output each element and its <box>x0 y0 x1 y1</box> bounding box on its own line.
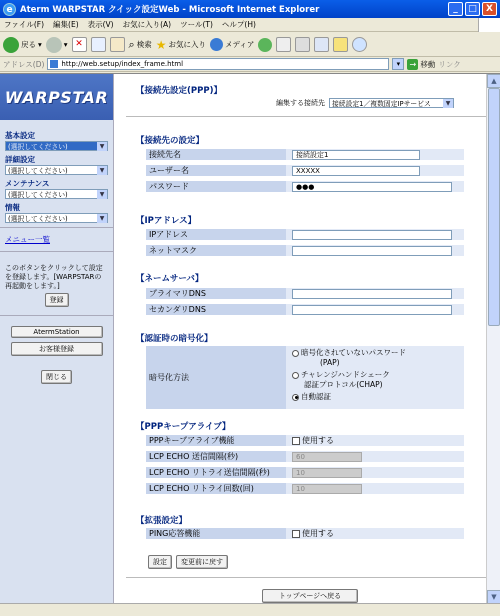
revert-button[interactable]: 変更前に戻す <box>176 555 228 569</box>
nav-info <box>0 200 113 224</box>
history-icon[interactable] <box>258 38 272 52</box>
ip-section-title: 【IPアドレス】 <box>136 216 197 226</box>
divider <box>126 116 486 117</box>
auth-option-pap-sub: (PAP) <box>320 358 340 367</box>
divider <box>0 251 113 252</box>
title-bar <box>0 0 500 18</box>
netmask-row <box>146 245 464 257</box>
minimize-button[interactable]: _ <box>448 2 463 16</box>
close-button[interactable]: X <box>482 2 497 16</box>
menu-favorites[interactable]: お気に入り(A) <box>122 20 172 29</box>
keepalive-section-title: 【PPPキープアライブ】 <box>136 422 231 432</box>
username-row <box>146 165 464 177</box>
auth-method-row <box>146 346 464 410</box>
ip-address-input[interactable] <box>292 230 452 240</box>
nav-detail-label: 詳細設定 <box>5 155 35 164</box>
nav-basic-label: 基本設定 <box>5 131 35 140</box>
menu-tools[interactable]: ツール(T) <box>180 20 213 29</box>
nav-basic-select[interactable]: (選択してください) ▼ <box>5 141 108 151</box>
ping-checkbox[interactable] <box>292 530 300 538</box>
chevron-down-icon: ▼ <box>97 142 107 151</box>
lcp-interval-row <box>146 451 464 463</box>
conn-name-label: 接続先名 <box>146 149 286 161</box>
scroll-down-icon[interactable]: ▼ <box>487 590 500 604</box>
auth-option-pap[interactable]: 暗号化されていないパスワード <box>292 348 464 358</box>
primary-dns-input[interactable] <box>292 289 452 299</box>
register-note: このボタンをクリックして設定を登録します。[WARPSTARの再起動をします。] <box>5 264 103 290</box>
back-button[interactable]: 戻る ▾ <box>3 37 42 53</box>
lcp-retry-count-label: LCP ECHO リトライ回数(回) <box>146 483 286 495</box>
nav-maintenance-select[interactable]: (選択してください) ▼ <box>5 189 108 199</box>
lcp-retry-interval-row <box>146 467 464 479</box>
mail-icon[interactable] <box>276 37 291 52</box>
address-dropdown[interactable]: ▾ <box>392 58 404 70</box>
maximize-button[interactable]: □ <box>465 2 480 16</box>
conn-name-input[interactable]: 接続設定1 <box>292 150 420 160</box>
refresh-icon[interactable] <box>91 37 106 52</box>
nav-maintenance <box>0 176 113 200</box>
sidebar-close-button[interactable]: 閉じる <box>41 370 72 384</box>
chevron-down-icon: ▼ <box>97 190 107 199</box>
warpstar-logo: WARPSTAR <box>4 87 109 107</box>
primary-dns-row <box>146 288 464 300</box>
username-label: ユーザー名 <box>146 165 286 177</box>
editing-connection-select[interactable]: 接続設定1／複数固定IPサービス ▼ <box>329 98 454 108</box>
window-title: Aterm WARPSTAR クイック設定Web - Microsoft Internet Explorer <box>20 5 320 15</box>
conn-name-row <box>146 149 464 161</box>
nav-basic <box>0 128 113 152</box>
links-button[interactable]: リンク <box>438 59 461 69</box>
conn-section-title: 【接続先の設定】 <box>136 136 205 146</box>
set-button[interactable]: 設定 <box>148 555 172 569</box>
secondary-dns-input[interactable] <box>292 305 452 315</box>
lcp-retry-count-input[interactable]: 10 <box>292 484 362 494</box>
keepalive-func-label: PPPキープアライブ機能 <box>146 435 286 447</box>
chevron-down-icon: ▼ <box>443 99 453 108</box>
dns-section-title: 【ネームサーバ】 <box>136 274 204 284</box>
scroll-up-icon[interactable]: ▲ <box>487 74 500 88</box>
netmask-input[interactable] <box>292 246 452 256</box>
forward-arrow-icon <box>46 37 62 53</box>
nav-info-select[interactable]: (選択してください) ▼ <box>5 213 108 223</box>
chevron-down-icon: ▼ <box>97 214 107 223</box>
vertical-scrollbar[interactable] <box>486 74 500 604</box>
password-input[interactable]: ●●● <box>292 182 452 192</box>
secondary-dns-label: セカンダリDNS <box>146 304 286 316</box>
address-input[interactable]: http://web.setup/index_frame.html <box>47 58 389 70</box>
status-bar <box>0 603 500 616</box>
forward-button[interactable]: ▾ <box>46 37 68 53</box>
auth-section-title: 【認証時の暗号化】 <box>136 334 213 344</box>
favorites-button[interactable]: ★ お気に入り <box>155 37 206 52</box>
search-button[interactable]: ⌕ 検索 <box>128 37 152 51</box>
divider <box>0 315 113 316</box>
browser-content <box>0 73 500 603</box>
ip-address-label: IPアドレス <box>146 229 286 241</box>
divider <box>126 577 486 578</box>
menu-view[interactable]: 表示(V) <box>87 20 114 29</box>
chevron-down-icon: ▼ <box>97 166 107 175</box>
password-row <box>146 181 464 193</box>
ext-section-title: 【拡張設定】 <box>136 516 188 526</box>
radio-chap[interactable] <box>292 372 299 379</box>
ip-address-row <box>146 229 464 241</box>
media-icon <box>210 38 223 51</box>
home-icon[interactable] <box>110 37 125 52</box>
editing-connection-label: 編集する接続先 <box>276 99 325 107</box>
auth-option-chap[interactable]: チャレンジハンドシェーク <box>292 370 464 380</box>
menu-bar <box>0 18 500 32</box>
star-icon: ★ <box>155 37 167 52</box>
menu-list-link[interactable]: メニュー一覧 <box>5 235 50 244</box>
menu-edit[interactable]: 編集(E) <box>53 20 79 29</box>
ping-label: PING応答機能 <box>146 528 286 540</box>
windows-logo-icon <box>478 18 500 32</box>
logo-area <box>0 74 113 120</box>
main-content <box>126 74 486 604</box>
go-button[interactable]: → 移動 <box>407 59 435 70</box>
aterm-station-button[interactable]: AtermStation <box>11 326 103 338</box>
edit-icon[interactable] <box>314 37 329 52</box>
back-to-top-button[interactable]: トップページへ戻る <box>262 589 358 603</box>
lcp-retry-interval-label: LCP ECHO リトライ送信間隔(秒) <box>146 467 286 479</box>
ping-row: PING応答機能 使用する <box>146 528 464 540</box>
menu-help[interactable]: ヘルプ(H) <box>221 20 256 29</box>
scroll-thumb[interactable] <box>488 88 500 326</box>
media-button[interactable]: メディア <box>210 38 254 51</box>
auth-option-auto[interactable]: 自動認証 <box>292 392 464 402</box>
nav-info-label: 情報 <box>5 203 20 212</box>
messenger-icon[interactable] <box>352 37 367 52</box>
lcp-retry-interval-input[interactable]: 10 <box>292 468 362 478</box>
radio-pap[interactable] <box>292 350 299 357</box>
page-title: 【接続先設定(PPP)】 <box>136 86 222 96</box>
auth-method-label: 暗号化方法 <box>146 346 286 410</box>
ie-icon: e <box>3 3 16 16</box>
customer-register-button[interactable]: お客様登録 <box>11 342 103 356</box>
keepalive-func-row: PPPキープアライブ機能 使用する <box>146 435 464 447</box>
register-button[interactable]: 登録 <box>45 293 69 307</box>
divider <box>0 227 113 228</box>
address-label: アドレス(D) <box>3 59 45 69</box>
username-input[interactable]: XXXXX <box>292 166 420 176</box>
search-icon: ⌕ <box>128 37 135 51</box>
menu-file[interactable]: ファイル(F) <box>4 20 45 29</box>
keepalive-checkbox[interactable] <box>292 437 300 445</box>
password-label: パスワード <box>146 181 286 193</box>
print-icon[interactable] <box>295 37 310 52</box>
radio-auto[interactable] <box>292 394 299 401</box>
netmask-label: ネットマスク <box>146 245 286 257</box>
lcp-retry-count-row <box>146 483 464 495</box>
back-arrow-icon <box>3 37 19 53</box>
sidebar <box>0 74 114 604</box>
nav-maintenance-label: メンテナンス <box>5 179 50 188</box>
lcp-interval-input[interactable]: 60 <box>292 452 362 462</box>
go-arrow-icon: → <box>407 59 418 70</box>
toolbar <box>0 33 500 57</box>
primary-dns-label: プライマリDNS <box>146 288 286 300</box>
folder-icon[interactable] <box>333 37 348 52</box>
stop-icon[interactable]: ✕ <box>72 37 87 52</box>
nav-detail <box>0 152 113 176</box>
address-bar <box>0 57 500 72</box>
page-icon <box>50 60 58 68</box>
auth-option-chap-sub: 認証プロトコル(CHAP) <box>304 380 383 389</box>
lcp-interval-label: LCP ECHO 送信間隔(秒) <box>146 451 286 463</box>
nav-detail-select[interactable]: (選択してください) ▼ <box>5 165 108 175</box>
secondary-dns-row <box>146 304 464 316</box>
